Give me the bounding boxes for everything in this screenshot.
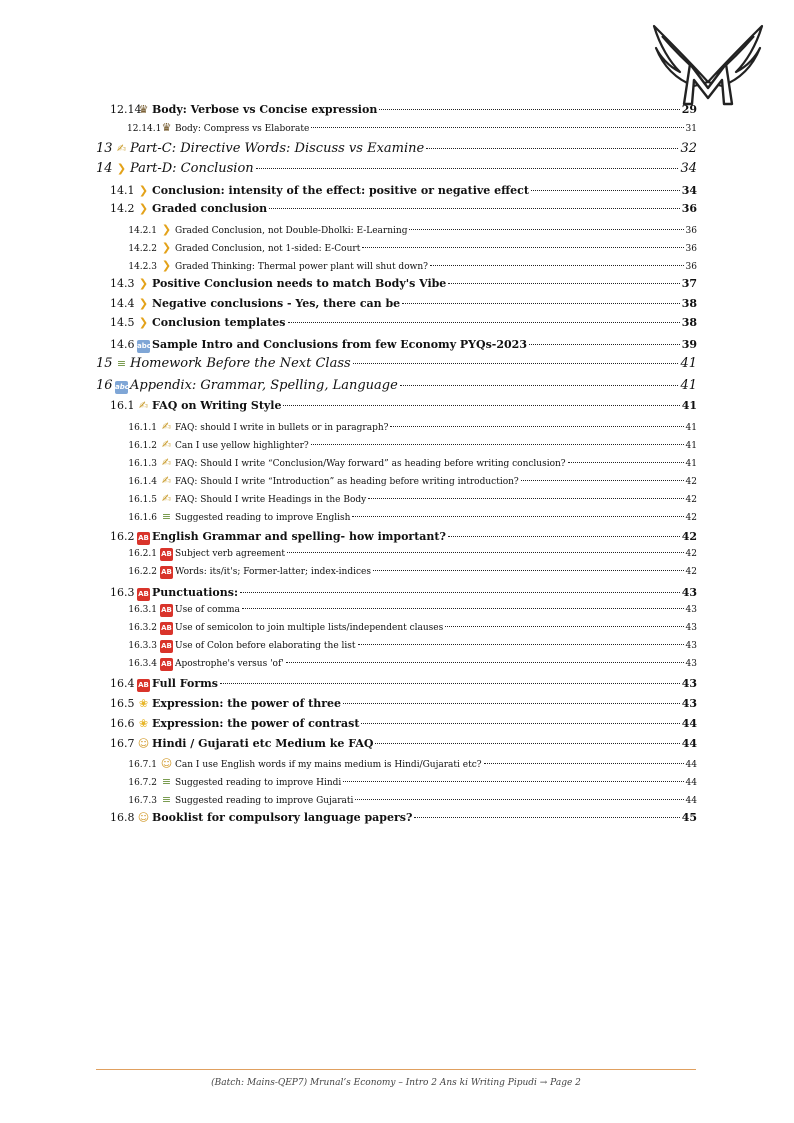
toc-entry-number: 16.3.1 (128, 605, 157, 615)
toc-entry-page: 36 (685, 226, 697, 236)
toc-entry-number: 15 (96, 356, 113, 371)
pen-writing-icon: ✍ (161, 492, 172, 505)
toc-entry-title: Body: Verbose vs Concise expression (152, 103, 378, 116)
dot-leader (362, 247, 683, 248)
toc-entry-title: Part-C: Directive Words: Discuss vs Examine (130, 141, 425, 156)
toc-entry-title: Suggested reading to improve English (175, 513, 351, 523)
toc-entry-title: FAQ on Writing Style (152, 399, 282, 412)
toc-entry-page: 43 (685, 659, 697, 669)
toc-entry-number: 16.3 (110, 586, 135, 599)
toc-entry[interactable] (127, 223, 697, 236)
toc-entry-number: 16.7.1 (128, 760, 157, 770)
toc-entry-page: 43 (685, 641, 697, 651)
toc-entry-title: Sample Intro and Conclusions from few Economy PYQs-2023 (152, 338, 527, 351)
dot-leader (400, 385, 679, 386)
toc-entry-title: Conclusion: intensity of the effect: positive or negative effect (152, 184, 529, 197)
toc-entry-page: 43 (685, 605, 697, 615)
toc-entry-number: 16.3.4 (128, 659, 157, 669)
toc-entry-title: Use of Colon before elaborating the list (175, 641, 356, 651)
toc-entry-number: 16.3.3 (128, 641, 157, 651)
dot-leader (343, 781, 683, 782)
ab-button-icon: AB (137, 679, 150, 692)
dot-leader (373, 570, 684, 571)
toc-entry[interactable] (127, 492, 697, 505)
dot-leader (287, 552, 683, 553)
chevron-right-icon: ❯ (138, 277, 149, 290)
pen-writing-icon: ✍ (138, 399, 149, 412)
toc-entry-page: 42 (685, 549, 697, 559)
toc-entry-title: Appendix: Grammar, Spelling, Language (130, 378, 398, 393)
dot-leader (311, 127, 683, 128)
toc-entry-title: FAQ: Should I write “Introduction” as heading before writing introduction? (175, 477, 519, 487)
toc-entry-title: Booklist for compulsory language papers? (152, 811, 413, 824)
toc-entry[interactable] (127, 604, 697, 617)
toc-entry-title: Homework Before the Next Class (130, 356, 351, 371)
toc-entry-page: 38 (681, 297, 697, 310)
page-footer: (Batch: Mains-QEP7) Mrunal’s Economy – Intro 2 Ans ki Writing Pipudi → Page 2 (211, 1078, 581, 1088)
dot-leader (368, 498, 683, 499)
ab-button-icon: AB (160, 566, 173, 579)
pen-writing-icon: ✍ (161, 456, 172, 469)
chevron-right-icon: ❯ (161, 223, 172, 236)
toc-entry-number: 16.1.2 (128, 441, 157, 451)
ab-button-icon: AB (137, 532, 150, 545)
toc-entry[interactable] (127, 640, 697, 653)
toc-entry-page: 44 (681, 717, 697, 730)
toc-entry-number: 14.6 (110, 338, 135, 351)
dot-leader (358, 644, 684, 645)
toc-entry-page: 36 (681, 202, 697, 215)
toc-entry-number: 16.1.5 (128, 495, 157, 505)
toc-entry-page: 37 (681, 277, 697, 290)
dot-leader (426, 148, 678, 149)
toc-entry-number: 16.3.2 (128, 623, 157, 633)
toc-entry-page: 44 (685, 760, 697, 770)
logo (650, 7, 766, 108)
toc-entry-title: Can I use English words if my mains medium is Hindi/Gujarati etc? (175, 760, 482, 770)
toc-entry[interactable] (127, 548, 697, 561)
toc-entry-page: 41 (680, 356, 697, 371)
toc-entry-title: Negative conclusions - Yes, there can be (152, 297, 401, 310)
toc-entry-page: 44 (685, 796, 697, 806)
dot-leader (448, 536, 680, 537)
chevron-right-icon: ❯ (138, 202, 149, 215)
toc-entry-page: 32 (680, 141, 697, 156)
toc-entry-title: FAQ: Should I write Headings in the Body (175, 495, 367, 505)
toc-entry-page: 43 (681, 697, 697, 710)
toc-entry-title: Expression: the power of contrast (152, 717, 360, 730)
toc-entry-page: 34 (681, 184, 697, 197)
chevron-right-icon: ❯ (161, 241, 172, 254)
toc-entry-title: Suggested reading to improve Hindi (175, 778, 342, 788)
dot-leader (445, 626, 683, 627)
toc-entry[interactable] (127, 566, 697, 579)
toc-entry[interactable] (110, 717, 697, 730)
toc-entry-title: Graded Thinking: Thermal power plant will shut down? (175, 262, 428, 272)
toc-entry[interactable] (96, 378, 697, 394)
toc-entry[interactable] (127, 474, 697, 487)
toc-entry-page: 31 (685, 124, 697, 134)
dot-leader (531, 190, 680, 191)
toc-entry-page: 42 (685, 495, 697, 505)
toc-entry[interactable] (110, 277, 697, 290)
toc-entry[interactable] (110, 811, 697, 824)
toc-entry[interactable] (127, 658, 697, 671)
books-icon: ≡ (116, 357, 127, 370)
dot-leader (409, 229, 683, 230)
toc-entry-title: Expression: the power of three (152, 697, 342, 710)
toc-entry-title: Suggested reading to improve Gujarati (175, 796, 354, 806)
dot-leader (414, 817, 679, 818)
toc-entry-number: 16.2.2 (128, 567, 157, 577)
toc-entry[interactable] (110, 316, 697, 329)
toc-entry-page: 38 (681, 316, 697, 329)
thinking-face-icon: ☺ (137, 811, 150, 824)
thinking-face-icon: ☺ (160, 757, 173, 770)
dot-leader (430, 265, 684, 266)
dot-leader (379, 109, 679, 110)
abcd-input-icon: abc (115, 381, 128, 394)
toc-entry-number: 14 (96, 161, 113, 176)
pen-writing-icon: ✍ (161, 474, 172, 487)
toc-entry-title: Graded Conclusion, not Double-Dholki: E-Learning (175, 226, 408, 236)
ab-button-icon: AB (160, 640, 173, 653)
dot-leader (448, 283, 679, 284)
dot-leader (240, 592, 680, 593)
toc-entry-number: 13 (96, 141, 113, 156)
dot-leader (521, 480, 684, 481)
toc-entry-page: 41 (680, 378, 697, 393)
toc-entry-page: 43 (681, 677, 697, 690)
dot-leader (352, 516, 683, 517)
toc-entry-number: 14.5 (110, 316, 135, 329)
ab-button-icon: AB (137, 588, 150, 601)
toc-entry-number: 16.2 (110, 530, 135, 543)
toc-entry-page: 41 (685, 423, 697, 433)
chevron-right-icon: ❯ (138, 184, 149, 197)
books-icon: ≡ (161, 510, 172, 523)
toc-entry[interactable] (127, 757, 697, 770)
toc-entry-title: Part-D: Conclusion (130, 161, 254, 176)
toc-entry[interactable] (96, 356, 697, 371)
toc-entry-number: 16.5 (110, 697, 135, 710)
dot-leader (402, 303, 680, 304)
toc-entry-page: 45 (681, 811, 697, 824)
dot-leader (256, 168, 679, 169)
lightbulb-icon: ❀ (138, 697, 149, 710)
toc-entry-page: 43 (685, 623, 697, 633)
dot-leader (390, 426, 683, 427)
toc-entry-page: 44 (685, 778, 697, 788)
dot-leader (484, 763, 684, 764)
toc-entry-page: 42 (685, 513, 697, 523)
books-icon: ≡ (161, 793, 172, 806)
toc-entry-page: 29 (681, 103, 697, 116)
toc-entry-title: Positive Conclusion needs to match Body's Vibe (152, 277, 447, 290)
chevron-right-icon: ❯ (161, 259, 172, 272)
toc-entry-page: 39 (681, 338, 697, 351)
dot-leader (355, 799, 683, 800)
pen-writing-icon: ✍ (116, 142, 127, 155)
toc-entry-number: 16.8 (110, 811, 135, 824)
toc-entry[interactable] (110, 184, 697, 197)
toc-entry-number: 14.2.3 (128, 262, 157, 272)
toc-entry-number: 16.4 (110, 677, 135, 690)
toc-entry[interactable] (127, 622, 697, 635)
toc-entry-number: 14.2.1 (128, 226, 157, 236)
toc-entry[interactable] (110, 103, 697, 116)
dot-leader (288, 322, 680, 323)
lightbulb-icon: ❀ (138, 717, 149, 730)
dot-leader (343, 703, 680, 704)
toc-entry-number: 16.7.2 (128, 778, 157, 788)
toc-entry-page: 43 (681, 586, 697, 599)
ab-button-icon: AB (160, 548, 173, 561)
toc-entry-number: 14.2 (110, 202, 135, 215)
toc-entry-page: 36 (685, 244, 697, 254)
pen-writing-icon: ✍ (161, 438, 172, 451)
toc-entry-page: 34 (680, 161, 697, 176)
toc-entry-number: 14.2.2 (128, 244, 157, 254)
toc-entry-number: 16.1.1 (128, 423, 157, 433)
toc-entry[interactable] (110, 737, 697, 750)
toc-entry[interactable] (127, 510, 697, 523)
ab-button-icon: AB (160, 622, 173, 635)
toc-entry-number: 14.4 (110, 297, 135, 310)
dot-leader (353, 363, 679, 364)
toc-entry-title: Can I use yellow highlighter? (175, 441, 309, 451)
toc-entry[interactable] (127, 775, 697, 788)
toc-entry-title: Use of comma (175, 605, 240, 615)
toc-entry[interactable] (127, 259, 697, 272)
toc-entry[interactable] (110, 530, 697, 545)
toc-entry-number: 14.1 (110, 184, 135, 197)
toc-entry-number: 16.1.4 (128, 477, 157, 487)
abcd-input-icon: abc (137, 340, 150, 353)
thinking-face-icon: ☺ (137, 737, 150, 750)
dot-leader (568, 462, 684, 463)
logo-text: M (708, 7, 725, 26)
toc-entry-page: 42 (681, 530, 697, 543)
toc-entry[interactable] (127, 121, 697, 134)
dot-leader (269, 208, 680, 209)
ab-button-icon: AB (160, 604, 173, 617)
toc-entry[interactable] (110, 586, 697, 601)
toc-entry-page: 42 (685, 477, 697, 487)
toc-entry-number: 16.1.6 (128, 513, 157, 523)
toc-entry-page: 36 (685, 262, 697, 272)
books-icon: ≡ (161, 775, 172, 788)
toc-entry-number: 16.1 (110, 399, 135, 412)
toc-entry-title: Subject verb agreement (175, 549, 286, 559)
toc-entry-number: 12.14.1 (127, 124, 162, 134)
toc-entry-page: 44 (681, 737, 697, 750)
toc-entry-title: Graded Conclusion, not 1-sided: E-Court (175, 244, 361, 254)
dot-leader (286, 662, 684, 663)
toc-entry-page: 42 (685, 567, 697, 577)
toc-entry-number: 16.1.3 (128, 459, 157, 469)
toc-entry-title: Full Forms (152, 677, 218, 690)
toc-entry-page: 41 (685, 459, 697, 469)
toc-entry-title: Body: Compress vs Elaborate (175, 124, 310, 134)
toc-entry-title: Hindi / Gujarati etc Medium ke FAQ (152, 737, 374, 750)
toc-entry-title: Conclusion templates (152, 316, 286, 329)
toc-entry-title: English Grammar and spelling- how important? (152, 530, 446, 543)
toc-entry-title: Use of semicolon to join multiple lists/independent clauses (175, 623, 444, 633)
chevron-right-icon: ❯ (138, 297, 149, 310)
toc-entry-number: 16.6 (110, 717, 135, 730)
toc-entry[interactable] (110, 297, 697, 310)
toc-entry[interactable] (127, 793, 697, 806)
toc-entry-page: 41 (685, 441, 697, 451)
toc-entry[interactable] (110, 338, 697, 353)
toc-entry-number: 16.2.1 (128, 549, 157, 559)
pen-writing-icon: ✍ (161, 420, 172, 433)
dot-leader (283, 405, 679, 406)
toc-entry[interactable] (110, 399, 697, 412)
toc-entry-number: 14.3 (110, 277, 135, 290)
ab-button-icon: AB (160, 658, 173, 671)
toc-entry-title: Punctuations: (152, 586, 239, 599)
dot-leader (375, 743, 679, 744)
toc-entry[interactable] (127, 438, 697, 451)
toc-entry[interactable] (96, 161, 697, 176)
toc-entry[interactable] (127, 456, 697, 469)
toc-entry[interactable] (110, 697, 697, 710)
footer-divider (96, 1069, 696, 1070)
graduation-hat-icon: ♛ (138, 103, 149, 116)
dot-leader (242, 608, 684, 609)
toc-entry[interactable] (110, 202, 697, 215)
toc-entry[interactable] (110, 677, 697, 692)
toc-entry-number: 12.14 (110, 103, 142, 116)
toc-entry-title: Graded conclusion (152, 202, 268, 215)
toc-entry-page: 41 (681, 399, 697, 412)
toc-entry[interactable] (127, 241, 697, 254)
dot-leader (529, 344, 680, 345)
toc-entry-title: FAQ: Should I write “Conclusion/Way forward” as heading before writing conclusion? (175, 459, 566, 469)
toc-entry-number: 16 (96, 378, 113, 393)
toc-entry[interactable] (96, 141, 697, 156)
dot-leader (361, 723, 679, 724)
toc-entry[interactable] (127, 420, 697, 433)
toc-entry-number: 16.7 (110, 737, 135, 750)
toc-entry-title: FAQ: should I write in bullets or in paragraph? (175, 423, 389, 433)
toc-entry-number: 16.7.3 (128, 796, 157, 806)
toc-entry-title: Words: its/it's; Former-latter; index-indices (175, 567, 371, 577)
dot-leader (220, 683, 680, 684)
dot-leader (311, 444, 684, 445)
chevron-right-icon: ❯ (116, 162, 127, 175)
graduation-hat-icon: ♛ (161, 121, 172, 134)
toc-entry-title: Apostrophe's versus 'of' (175, 659, 284, 669)
chevron-right-icon: ❯ (138, 316, 149, 329)
